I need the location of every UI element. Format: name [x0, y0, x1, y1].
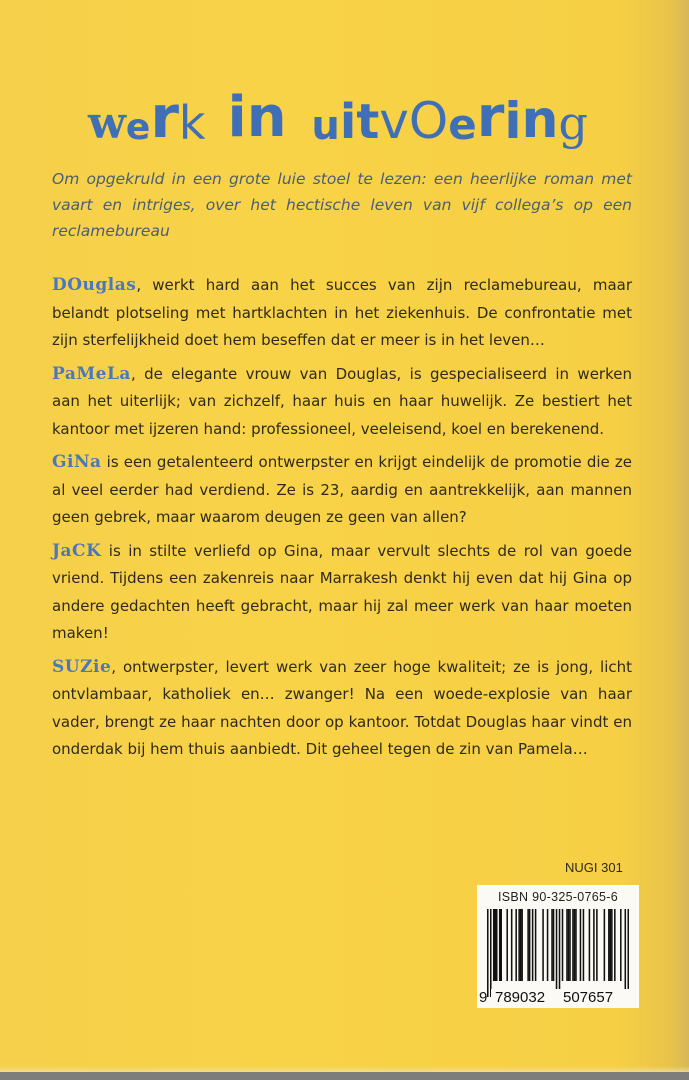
barcode-label: [477, 885, 639, 1008]
barcode-bar: [529, 909, 531, 981]
barcode-bar: [562, 909, 564, 981]
barcode-bar: [521, 909, 523, 981]
book-title: [88, 80, 588, 151]
barcode-bar: [518, 909, 520, 981]
character-name: PaMeLa: [52, 363, 131, 384]
barcode-bar: [515, 909, 517, 981]
title-letter: e: [448, 100, 477, 149]
barcode-bar: [572, 909, 574, 981]
title-letter: i: [227, 85, 247, 150]
barcode-bar: [580, 909, 582, 981]
character-description: , de elegante vrouw van Douglas, is gespecialiseerd in werken aan het uiterlijk; van zichzelf, haar huis en haar huwelijk. Ze bestiert het kantoor met ijzeren hand: professioneel, veeleisend, koel en berekenend.: [52, 364, 632, 438]
character-description: , werkt hard aan het succes van zijn reclamebureau, maar belandt plotseling met hartklachten in het ziekenhuis. De confrontatie met zijn sterfelijkheid doet hem beseffen dat er meer is in het leven…: [52, 276, 632, 349]
character-paragraph-jack: [52, 538, 632, 648]
barcode-bars: [487, 909, 629, 997]
title-letter: k: [178, 96, 206, 150]
title-letter: u: [311, 103, 340, 149]
barcode-bar: [604, 909, 606, 981]
title-letter: i: [339, 94, 357, 150]
barcode-bar: [527, 909, 529, 981]
title-letter: n: [246, 85, 287, 150]
ean-digits: [479, 990, 637, 1006]
character-name: JaCK: [52, 540, 102, 561]
blurb: [52, 272, 632, 770]
barcode-bar: [593, 909, 595, 981]
barcode-bar: [490, 909, 492, 997]
title-letter: v: [379, 92, 409, 150]
barcode-bar: [547, 909, 549, 981]
barcode-bar: [553, 909, 555, 981]
barcode-bar: [610, 909, 612, 981]
title-letter: g: [558, 96, 588, 150]
character-name: DOuglas: [52, 275, 137, 295]
title-letter: e: [125, 107, 151, 148]
barcode-bar: [611, 909, 613, 981]
title-letter: n: [521, 90, 559, 150]
barcode-bar: [596, 909, 598, 981]
barcode-bar: [614, 909, 616, 981]
barcode-bar: [574, 909, 576, 981]
barcode-bar: [583, 909, 585, 981]
barcode-bar: [499, 909, 501, 981]
barcode-bar: [500, 909, 502, 981]
ean-first-digit: 9: [479, 989, 488, 1006]
character-paragraph-douglas: [52, 272, 632, 355]
barcode-bar: [608, 909, 610, 981]
isbn-number: ISBN 90-325-0765-6: [497, 890, 619, 904]
ean-left-digits: 789032: [491, 989, 561, 1006]
character-description: is in stilte verliefd op Gina, maar vervult slechts de rol van goede vriend. Tijdens een zakenreis naar Marrakesh denkt hij even dat hij Gina op andere gedachten heeft gebracht, maar hij zal meer werk van haar moeten maken!: [52, 541, 632, 642]
title-letter: O: [408, 92, 449, 150]
title-letter: t: [356, 94, 380, 150]
barcode-bar: [535, 909, 537, 981]
barcode-bar: [569, 909, 571, 981]
tagline: Om opgekruld in een grote luie stoel te lezen: een heerlijke roman met vaart en intriges, over het hectische leven van vijf collega’s op een reclamebureau: [52, 170, 632, 240]
barcode-bar: [568, 909, 570, 981]
barcode-bar: [542, 909, 544, 981]
character-paragraph-gina: [52, 449, 632, 532]
title-letter: i: [504, 92, 522, 150]
barcode-bar: [520, 909, 522, 981]
barcode-bar: [511, 909, 513, 981]
barcode-bar: [625, 909, 627, 997]
barcode-bar: [559, 909, 561, 997]
ean-right-digits: 507657: [561, 989, 629, 1006]
barcode-bar: [506, 909, 508, 981]
character-description: , ontwerpster, levert werk van zeer hoge kwaliteit; ze is jong, licht ontvlambaar, katholiek en… zwanger! Na een woede-explosie van haar vader, brengt ze haar nachten door op kantoor. Totdat Douglas haar vindt en onderdak bij hem thuis aanbiedt. Dit geheel tegen de zin van Pamela…: [52, 657, 632, 758]
barcode-bar: [556, 909, 558, 997]
character-description: is een getalenteerd ontwerpster en krijgt eindelijk de promotie die ze al veel eerder had verdiend. Ze is 23, aardig en aantrekkelijk, aan mannen geen gebrek, maar waarom deugen ze geen van allen?: [52, 453, 632, 526]
barcode-bar: [575, 909, 577, 981]
barcode-bar: [494, 909, 496, 981]
barcode-bar: [620, 909, 622, 981]
barcode-bar: [493, 909, 495, 981]
barcode-bar: [532, 909, 534, 981]
barcode-bar: [487, 909, 489, 997]
character-paragraph-pamela: [52, 361, 632, 444]
barcode-bar: [496, 909, 498, 981]
character-name: SUZie: [52, 656, 112, 677]
title-letter: r: [476, 85, 505, 150]
title-letter: r: [150, 83, 179, 151]
character-name: GiNa: [52, 452, 102, 472]
barcode-bar: [551, 909, 553, 981]
barcode-bar: [566, 909, 568, 981]
nugi-code: NUGI 301: [565, 860, 623, 875]
barcode-bar: [628, 909, 629, 997]
barcode-bar: [589, 909, 591, 981]
character-paragraph-suzie: [52, 654, 632, 764]
title-letter: w: [88, 98, 126, 149]
